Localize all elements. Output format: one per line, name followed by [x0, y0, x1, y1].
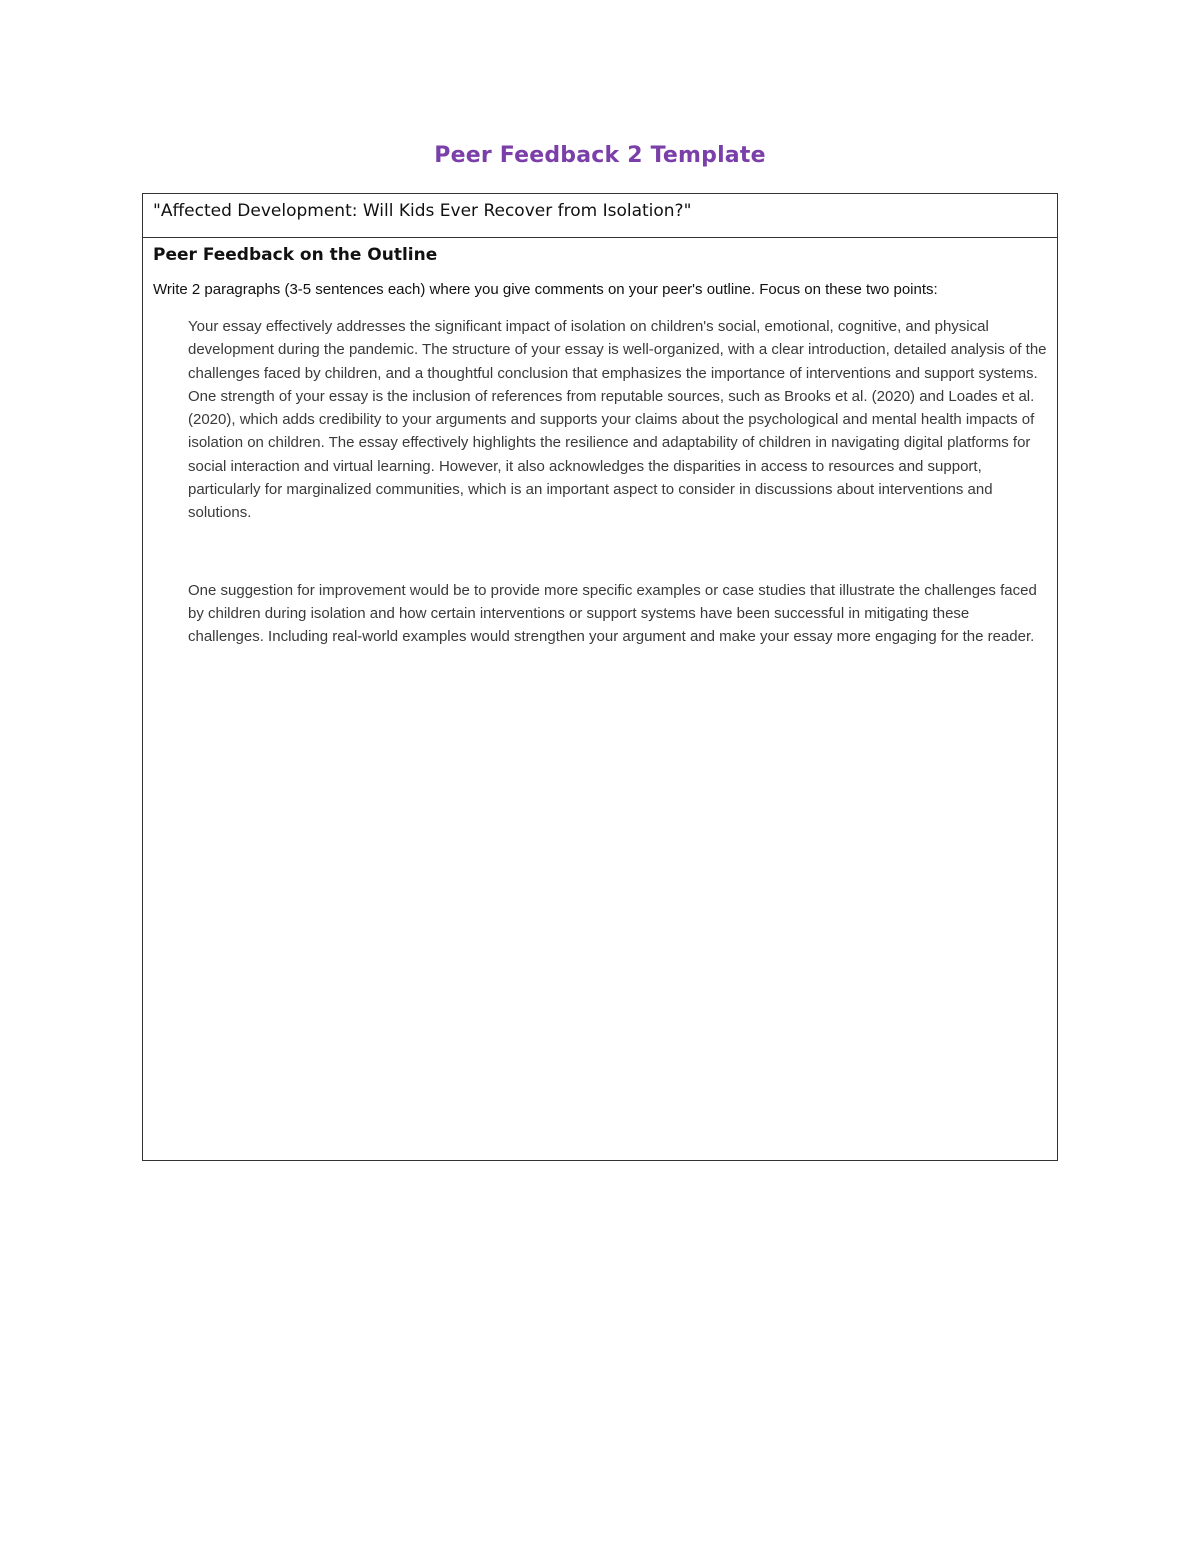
feedback-table	[142, 193, 1058, 1161]
instructions-text: Write 2 paragraphs (3-5 sentences each) where you give comments on your peer's outline. Focus on these two points:	[153, 281, 938, 298]
feedback-paragraph-2: One suggestion for improvement would be to provide more specific examples or case studies that illustrate the challenges faced by children during isolation and how certain interventions or support systems have been successful in mitigating these challenges. Including real-world examples would strengthen your argument and make your essay more engaging for the reader.	[188, 581, 1037, 646]
essay-title-row	[143, 194, 1057, 238]
feedback-body-row	[143, 243, 1057, 649]
section-heading: Peer Feedback on the Outline	[153, 245, 438, 265]
document-title: Peer Feedback 2 Template	[434, 143, 766, 168]
essay-title: "Affected Development: Will Kids Ever Recover from Isolation?"	[153, 201, 692, 221]
feedback-paragraph-1: Your essay effectively addresses the significant impact of isolation on children's social, emotional, cognitive, and physical development during the pandemic. The structure of your essay is well-organized, with a clear introduction, detailed analysis of the challenges faced by children, and a thoughtful conclusion that emphasizes the importance of interventions and support systems. One strength of your essay is the inclusion of references from reputable sources, such as Brooks et al. (2020) and Loades et al. (2020), which adds credibility to your arguments and supports your claims about the psychological and mental health impacts of isolation on children. The essay effectively highlights the resilience and adaptability of children in navigating digital platforms for social interaction and virtual learning. However, it also acknowledges the disparities in access to resources and support, particularly for marginalized communities, which is an important aspect to consider in discussions about interventions and solutions.	[188, 318, 1047, 522]
